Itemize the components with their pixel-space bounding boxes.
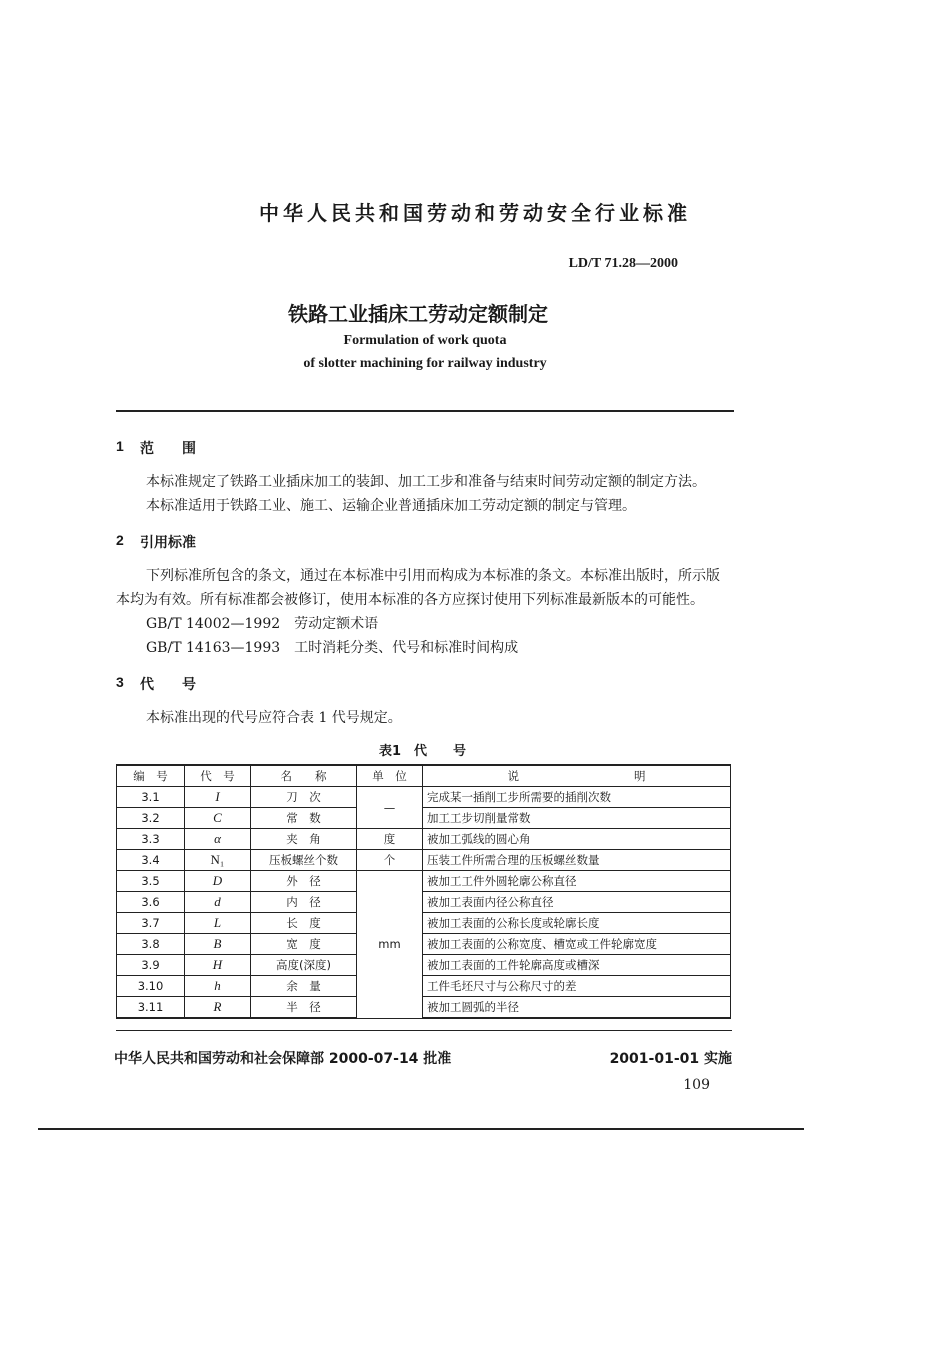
table-row — [117, 850, 731, 871]
row-description: 被加工表面内径公称直径 — [423, 892, 731, 913]
row-name: 压板螺丝个数 — [251, 850, 357, 871]
page-bottom-rule — [38, 1128, 804, 1130]
table-row — [117, 913, 731, 934]
table-row — [117, 787, 731, 808]
row-number: 3.4 — [117, 850, 185, 871]
header-code: 代 号 — [185, 765, 251, 787]
reference-gbt-14163: GB/T 14163—1993 工时消耗分类、代号和标准时间构成 — [146, 640, 519, 656]
section-2-para-2: 本均为有效。所有标准都会被修订，使用本标准的各方应探讨使用下列标准最新版本的可能性。 — [116, 592, 704, 608]
section-3-title: 代 号 — [140, 677, 196, 693]
english-title-line-2: of slotter machining for railway industry — [303, 356, 547, 371]
header-number: 编 号 — [117, 765, 185, 787]
unit-angle: 度 — [357, 829, 423, 850]
row-name: 半 径 — [251, 997, 357, 1019]
section-1-number: 1 — [116, 438, 124, 454]
row-description: 被加工工件外圆轮廓公称直径 — [423, 871, 731, 892]
footer-divider — [116, 1030, 732, 1031]
table-row — [117, 976, 731, 997]
table-row — [117, 871, 731, 892]
row-code: α — [185, 829, 251, 850]
row-code: B — [185, 934, 251, 955]
codes-table — [116, 764, 731, 1019]
header-unit: 单 位 — [357, 765, 423, 787]
table-row — [117, 808, 731, 829]
row-number: 3.6 — [117, 892, 185, 913]
header-description: 说 明 — [423, 765, 731, 787]
unit-dimensionless: — — [357, 787, 423, 829]
row-number: 3.11 — [117, 997, 185, 1019]
english-title-line-1: Formulation of work quota — [343, 333, 507, 348]
row-description: 被加工弧线的圆心角 — [423, 829, 731, 850]
row-number: 3.9 — [117, 955, 185, 976]
row-number: 3.3 — [117, 829, 185, 850]
row-description: 被加工表面的工件轮廓高度或槽深 — [423, 955, 731, 976]
unit-count: 个 — [357, 850, 423, 871]
header-name: 名 称 — [251, 765, 357, 787]
row-code: d — [185, 892, 251, 913]
reference-gbt-14002: GB/T 14002—1992 劳动定额术语 — [146, 616, 379, 632]
row-description: 被加工表面的公称宽度、槽宽或工件轮廓宽度 — [423, 934, 731, 955]
table-row — [117, 829, 731, 850]
section-3-number: 3 — [116, 674, 124, 690]
row-name: 余 量 — [251, 976, 357, 997]
row-number: 3.1 — [117, 787, 185, 808]
row-code: L — [185, 913, 251, 934]
table-row — [117, 934, 731, 955]
row-description: 被加工圆弧的半径 — [423, 997, 731, 1019]
row-description: 压装工件所需合理的压板螺丝数量 — [423, 850, 731, 871]
effective-date: 2001-01-01 实施 — [609, 1051, 732, 1067]
row-code: N₁ — [185, 850, 251, 871]
row-code: D — [185, 871, 251, 892]
row-number: 3.7 — [117, 913, 185, 934]
row-description: 工件毛坯尺寸与公称尺寸的差 — [423, 976, 731, 997]
row-name: 长 度 — [251, 913, 357, 934]
title-divider — [116, 410, 734, 412]
approval-note: 中华人民共和国劳动和社会保障部 2000-07-14 批准 — [114, 1051, 452, 1067]
row-name: 夹 角 — [251, 829, 357, 850]
row-number: 3.5 — [117, 871, 185, 892]
row-description: 加工工步切削量常数 — [423, 808, 731, 829]
row-name: 高度(深度) — [251, 955, 357, 976]
unit-length: mm — [357, 871, 423, 1019]
issuer-title: 中华人民共和国劳动和劳动安全行业标准 — [259, 201, 691, 225]
section-1-title: 范 围 — [140, 441, 196, 457]
document-title: 铁路工业插床工劳动定额制定 — [288, 302, 548, 326]
row-code: R — [185, 997, 251, 1019]
section-3-para-1: 本标准出现的代号应符合表 1 代号规定。 — [146, 710, 402, 726]
table-row — [117, 997, 731, 1019]
row-name: 常 数 — [251, 808, 357, 829]
row-code: h — [185, 976, 251, 997]
row-description: 被加工表面的公称长度或轮廓长度 — [423, 913, 731, 934]
page-number: 109 — [683, 1077, 710, 1093]
row-code: H — [185, 955, 251, 976]
section-2-title: 引用标准 — [140, 535, 196, 551]
standard-code: LD/T 71.28—2000 — [568, 256, 678, 271]
row-description: 完成某一插削工步所需要的插削次数 — [423, 787, 731, 808]
row-name: 内 径 — [251, 892, 357, 913]
row-number: 3.10 — [117, 976, 185, 997]
table-row — [117, 892, 731, 913]
section-2-number: 2 — [116, 532, 124, 548]
row-name: 外 径 — [251, 871, 357, 892]
row-number: 3.8 — [117, 934, 185, 955]
row-name: 刀 次 — [251, 787, 357, 808]
row-number: 3.2 — [117, 808, 185, 829]
row-code: I — [185, 787, 251, 808]
row-name: 宽 度 — [251, 934, 357, 955]
table-caption: 表1 代 号 — [378, 744, 467, 759]
table-header-row — [117, 765, 731, 787]
section-2-para-1: 下列标准所包含的条文，通过在本标准中引用而构成为本标准的条文。本标准出版时，所示版 — [146, 568, 720, 584]
table-row — [117, 955, 731, 976]
row-code: C — [185, 808, 251, 829]
section-1-para-1: 本标准规定了铁路工业插床加工的装卸、加工工步和准备与结束时间劳动定额的制定方法。 — [146, 474, 706, 490]
section-1-para-2: 本标准适用于铁路工业、施工、运输企业普通插床加工劳动定额的制定与管理。 — [146, 498, 636, 514]
